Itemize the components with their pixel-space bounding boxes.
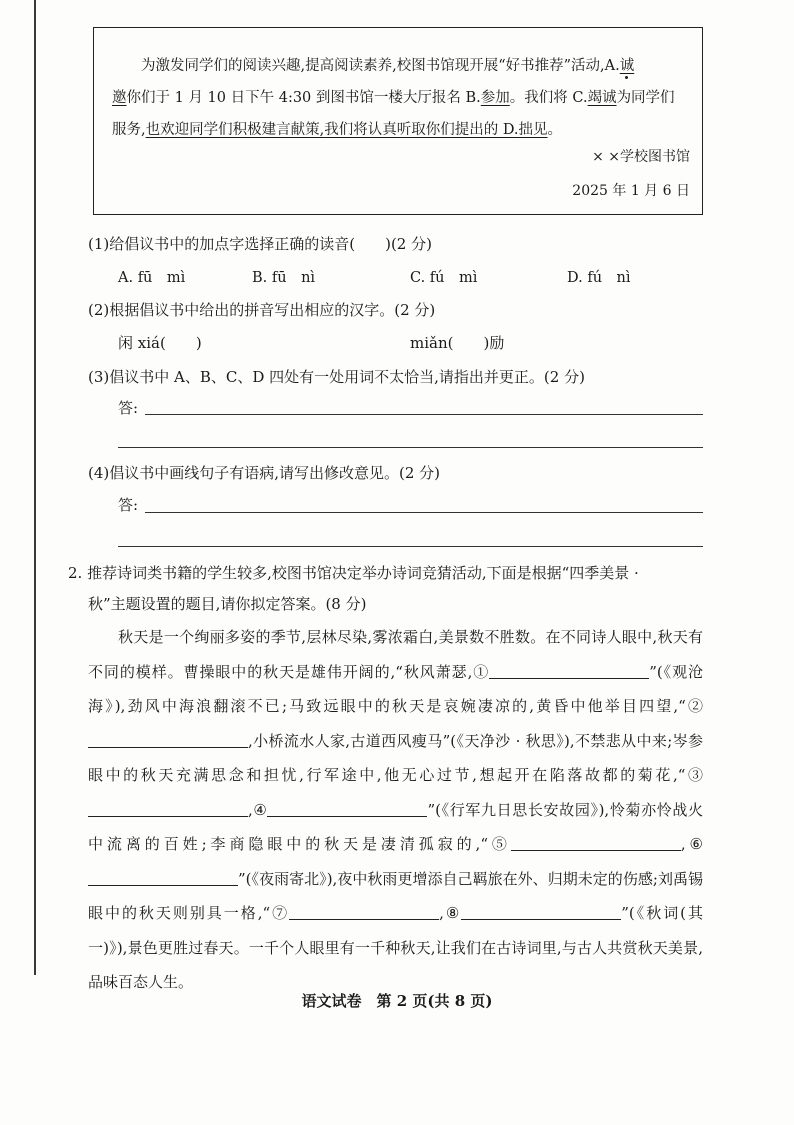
- page-footer: 语文试卷 第 2 页(共 8 页): [301, 992, 493, 1010]
- blank-7[interactable]: [289, 903, 439, 920]
- q3-answer-line-2[interactable]: [118, 447, 703, 448]
- notice-word-a: 诚: [619, 58, 635, 74]
- q2-fill-mian[interactable]: miǎn( )励: [410, 334, 505, 352]
- question-2-stem: (2)根据倡议书中给出的拼音写出相应的汉字。(2 分): [88, 301, 436, 319]
- blank-2[interactable]: [88, 731, 248, 748]
- q4-answer-line-1[interactable]: [145, 512, 703, 513]
- blank-8[interactable]: [461, 903, 621, 920]
- question-4-stem: (4)倡议书中画线句子有语病,请写出修改意见。(2 分): [88, 464, 441, 482]
- blank-5[interactable]: [511, 834, 681, 851]
- notice-word-c: 竭诚: [587, 90, 617, 106]
- notice-date: 2025 年 1 月 6 日: [572, 183, 690, 199]
- q1-option-c[interactable]: C. fú mì: [410, 270, 478, 286]
- notice-signer: × ×学校图书馆: [592, 149, 690, 165]
- notice-word-d: 拙见: [518, 122, 548, 138]
- q4-answer-line-2[interactable]: [118, 546, 703, 547]
- question-1-stem: (1)给倡议书中的加点字选择正确的读音( )(2 分): [88, 235, 432, 253]
- binding-margin-line: [34, 0, 36, 975]
- notice-underlined-sentence: 也欢迎同学们积极建言献策,我们将认真听取你们提出的 D.: [145, 122, 519, 138]
- poetry-passage: 秋天是一个绚丽多姿的季节,层林尽染,雾浓霜白,美景数不胜数。在不同诗人眼中,秋天有不同的模样。曹操眼中的秋天是雄伟开阔的,“秋风萧瑟,① ”(《观沧海》),劲风中海浪翻滚不已;马致远眼中的秋天是哀婉凄凉的,黄昏中他举目四望,“②,小桥流水人家,古道西风瘦马”(《天净沙 · 秋思》),不禁悲从中来;岑参眼中的秋天充满思念和担忧,行军途中,他无心过节,想起开在陷落故都的菊花,“③,④ ”(《行军九日思长安故园》),怜菊亦怜战火中流离的百姓;李商隐眼中的秋天是凄清孤寂的,“⑤ ,⑥”(《夜雨寄北》),夜中秋雨更增添自己羁旅在外、归期未定的伤感;刘禹锡眼中的秋天则别具一格,“⑦ ,⑧ ”(《秋词(其一)》),景色更胜过春天。一千个人眼里有一千种秋天,让我们在古诗词里,与古人共赏秋天美景,品味百态人生。: [88, 628, 704, 991]
- question-3-stem: (3)倡议书中 A、B、C、D 四处有一处用词不太恰当,请指出并更正。(2 分): [88, 368, 585, 386]
- q1-option-a[interactable]: A. fū mì: [118, 270, 186, 286]
- blank-1[interactable]: [489, 662, 649, 679]
- q3-answer-label: 答:: [118, 399, 139, 417]
- q2-fill-xia[interactable]: 闲 xiá( ): [118, 334, 202, 352]
- notice-paragraph: 为激发同学们的阅读兴趣,提高阅读素养,校图书馆现开展“好书推荐”活动,A.诚: [141, 58, 635, 74]
- section-2-stem-line-1: 2. 推荐诗词类书籍的学生较多,校图书馆决定举办诗词竞猜活动,下面是根据“四季美景 ·: [68, 564, 639, 582]
- section-2-stem-line-2: 秋”主题设置的题目,请你拟定答案。(8 分): [88, 595, 367, 613]
- q3-answer-line-1[interactable]: [145, 414, 703, 415]
- q1-option-d[interactable]: D. fú nì: [567, 270, 631, 286]
- blank-3[interactable]: [88, 800, 248, 817]
- blank-4[interactable]: [267, 800, 427, 817]
- q1-option-b[interactable]: B. fū nì: [252, 270, 316, 286]
- notice-word-b: 参加: [480, 90, 510, 106]
- library-notice-box: 为激发同学们的阅读兴趣,提高阅读素养,校图书馆现开展“好书推荐”活动,A.诚 邀你们于 1 月 10 日下午 4:30 到图书馆一楼大厅报名 B.参加。我们将 C.竭诚为同学们 服务,也欢迎同学们积极建言献策,我们将认真听取你们提出的 D.拙见。 × ×学校图书馆 2025 年 1 月 6 日: [93, 27, 703, 215]
- q4-answer-label: 答:: [118, 496, 139, 514]
- blank-6[interactable]: [88, 869, 238, 886]
